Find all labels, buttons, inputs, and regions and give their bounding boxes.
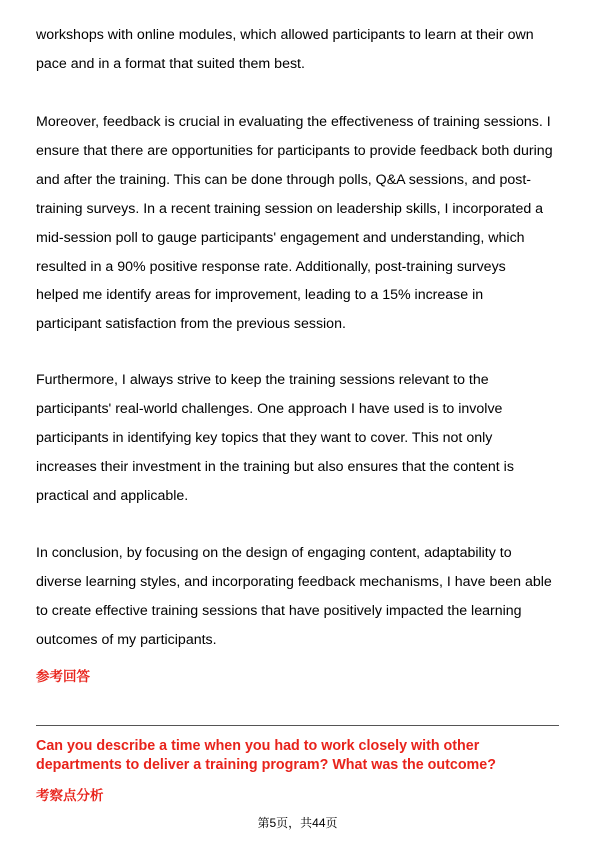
paragraph-line: mid-session poll to gauge participants' engagement and understanding, which	[36, 229, 525, 246]
paragraph-line: participants' real-world challenges. One approach I have used is to involve	[36, 400, 503, 417]
body-paragraph	[36, 539, 564, 655]
paragraph-line: workshops with online modules, which allowed participants to learn at their own	[36, 27, 534, 43]
paragraph-line: training surveys. In a recent training session on leadership skills, I incorporated a	[36, 200, 544, 217]
interview-question	[36, 737, 566, 774]
paragraph-line: helped me identify areas for improvement, leading to a 15% increase in	[36, 287, 484, 304]
paragraph-line: participant satisfaction from the previous session.	[36, 316, 346, 333]
page-indicator: 第5页，共44页	[257, 816, 338, 830]
paragraph-line: and after the training. This can be done through polls, Q&A sessions, and post-	[36, 171, 532, 188]
paragraph-line: outcomes of my participants.	[36, 631, 217, 648]
paragraph-line: practical and applicable.	[36, 487, 189, 504]
body-paragraph	[36, 108, 564, 339]
reference-answer-heading: 参考回答	[36, 669, 90, 684]
paragraph-line: increases their investment in the training but also ensures that the content is	[36, 458, 514, 475]
paragraph-line: resulted in a 90% positive response rate. Additionally, post-training surveys	[36, 258, 506, 275]
analysis-heading: 考察点分析	[36, 788, 104, 803]
paragraph-line: Furthermore, I always strive to keep the training sessions relevant to the	[36, 372, 489, 388]
paragraph-line: participants in identifying key topics that they want to cover. This not only	[36, 429, 493, 446]
section-divider	[36, 725, 559, 726]
question-line: departments to deliver a training program? What was the outcome?	[36, 756, 496, 773]
body-paragraph	[36, 21, 564, 79]
paragraph-line: diverse learning styles, and incorporating feedback mechanisms, I have been able	[36, 573, 552, 590]
paragraph-line: to create effective training sessions that have positively impacted the learning	[36, 602, 522, 619]
question-line: Can you describe a time when you had to work closely with other	[36, 738, 480, 754]
paragraph-line: Moreover, feedback is crucial in evaluating the effectiveness of training sessions. I	[36, 114, 551, 130]
paragraph-line: pace and in a format that suited them best.	[36, 55, 305, 72]
paragraph-line: In conclusion, by focusing on the design of engaging content, adaptability to	[36, 545, 512, 561]
body-paragraph	[36, 366, 564, 511]
paragraph-line: ensure that there are opportunities for participants to provide feedback both during	[36, 142, 553, 159]
